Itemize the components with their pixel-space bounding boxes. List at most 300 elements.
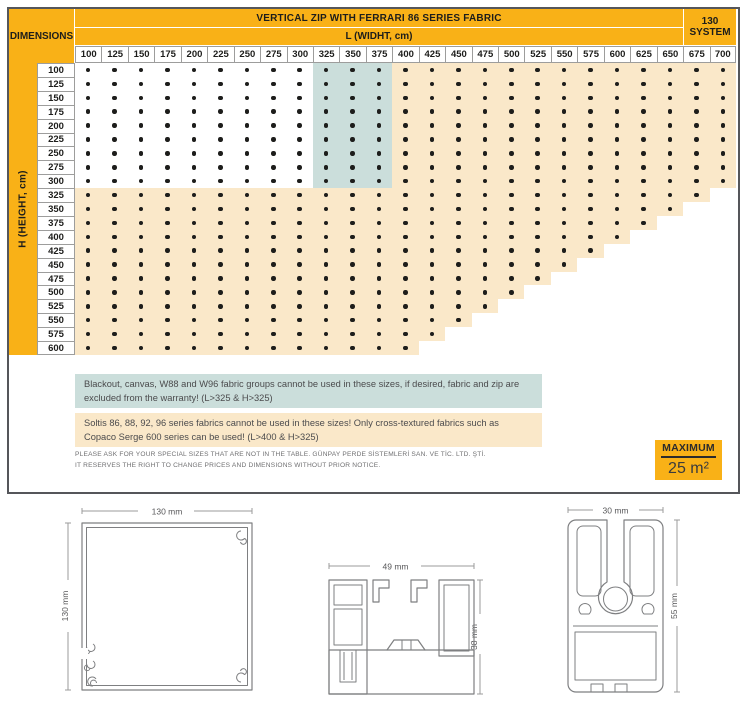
size-dot <box>297 165 302 170</box>
size-dot <box>403 96 408 101</box>
orange-region-row <box>75 272 551 286</box>
size-dot <box>377 137 382 142</box>
dimensions-label: DIMENSIONS <box>9 30 74 42</box>
size-dot <box>112 262 117 267</box>
size-dot <box>509 68 514 73</box>
note-orange <box>75 413 542 447</box>
col-header-cell: 125 <box>101 46 127 63</box>
size-dot <box>350 151 355 156</box>
size-dot <box>588 221 593 226</box>
size-dot <box>615 137 620 142</box>
size-dot <box>430 276 435 281</box>
fine-print <box>75 450 486 471</box>
size-dot <box>456 123 461 128</box>
size-dot <box>139 304 144 309</box>
size-dot <box>483 109 488 114</box>
size-dot <box>350 235 355 240</box>
size-dot <box>218 165 223 170</box>
size-dot <box>615 165 620 170</box>
size-dot <box>562 151 567 156</box>
size-dot <box>456 82 461 87</box>
fine-print-line2: IT RESERVES THE RIGHT TO CHANGE PRICES AND DIMENSIONS WITHOUT PRIOR NOTICE. <box>75 461 381 469</box>
note-orange-text: Soltis 86, 88, 92, 96 series fabrics cannot be used in these sizes! Only cross-textured fabrics such as Copaco Serge 600 series can be used! (L>400 & H>325) <box>84 418 499 442</box>
size-dot <box>509 290 514 295</box>
col-header-cell: 650 <box>657 46 683 63</box>
size-dot <box>456 151 461 156</box>
side-rail-profile-drawing <box>555 498 695 704</box>
size-dot <box>509 262 514 267</box>
col-header-cell: 200 <box>181 46 207 63</box>
size-dot <box>483 165 488 170</box>
col-header-cell: 150 <box>128 46 154 63</box>
size-dot <box>112 207 117 212</box>
orange-region-row <box>75 327 445 341</box>
size-dot <box>641 109 646 114</box>
size-dot <box>297 82 302 87</box>
row-header-cell: 600 <box>37 341 75 355</box>
size-dot <box>588 82 593 87</box>
size-dot <box>562 137 567 142</box>
size-dot <box>165 96 170 101</box>
size-dot <box>456 137 461 142</box>
row-header-cell: 400 <box>37 230 75 244</box>
size-dot <box>86 109 91 114</box>
size-dot <box>456 96 461 101</box>
size-dot <box>535 96 540 101</box>
size-dot <box>377 304 382 309</box>
maximum-badge <box>655 440 722 480</box>
size-dot <box>456 235 461 240</box>
col-header-cell: 700 <box>710 46 736 63</box>
size-dot <box>192 179 197 184</box>
col-header-cell: 350 <box>339 46 365 63</box>
size-dot <box>245 137 250 142</box>
size-dot <box>271 304 276 309</box>
row-header-cell: 225 <box>37 133 75 147</box>
size-dot <box>192 123 197 128</box>
side-rail-height-label: 55 mm <box>669 593 679 619</box>
size-dot <box>509 193 514 198</box>
col-header-cell: 400 <box>392 46 418 63</box>
size-dot <box>483 248 488 253</box>
row-header-cell: 375 <box>37 216 75 230</box>
size-dot <box>139 137 144 142</box>
col-header-cell: 525 <box>524 46 550 63</box>
size-dot <box>694 109 699 114</box>
size-dot <box>483 123 488 128</box>
size-dot <box>297 137 302 142</box>
size-dot <box>297 235 302 240</box>
size-dot <box>271 193 276 198</box>
size-dot <box>403 262 408 267</box>
size-dot <box>192 109 197 114</box>
size-dot <box>271 137 276 142</box>
size-dot <box>297 96 302 101</box>
row-header-cell: 350 <box>37 202 75 216</box>
size-dot <box>535 165 540 170</box>
size-dot <box>668 137 673 142</box>
size-dot <box>456 262 461 267</box>
size-dot <box>509 151 514 156</box>
size-dot <box>192 248 197 253</box>
size-dot <box>112 304 117 309</box>
size-dot <box>165 82 170 87</box>
size-dot <box>668 123 673 128</box>
size-dot <box>271 207 276 212</box>
size-dot <box>165 262 170 267</box>
size-dot <box>297 304 302 309</box>
size-dot <box>430 262 435 267</box>
size-dot <box>641 68 646 73</box>
size-dot <box>456 68 461 73</box>
col-header-cell: 575 <box>577 46 603 63</box>
size-dot <box>165 151 170 156</box>
row-header-cell: 450 <box>37 258 75 272</box>
size-dot <box>509 109 514 114</box>
row-header-cell: 575 <box>37 327 75 341</box>
size-dot <box>721 137 726 142</box>
size-dot <box>218 207 223 212</box>
side-rail-width-label: 30 mm <box>602 505 629 516</box>
size-dot <box>588 123 593 128</box>
headbox-height-label: 130 mm <box>60 590 70 622</box>
size-dot <box>694 68 699 73</box>
size-dot <box>403 276 408 281</box>
size-dot <box>218 304 223 309</box>
size-dot <box>297 290 302 295</box>
size-dot <box>535 221 540 226</box>
row-header-cell: 300 <box>37 174 75 188</box>
size-dot <box>403 207 408 212</box>
size-dot <box>350 221 355 226</box>
size-dot <box>483 262 488 267</box>
size-dot <box>165 221 170 226</box>
size-dot <box>324 151 329 156</box>
size-dot <box>350 276 355 281</box>
bottom-bar-width-label: 49 mm <box>382 561 409 572</box>
size-dot <box>403 165 408 170</box>
col-header-cell: 450 <box>445 46 471 63</box>
row-header-cell: 525 <box>37 299 75 313</box>
size-dot <box>403 235 408 240</box>
size-dot <box>535 68 540 73</box>
table-title: VERTICAL ZIP WITH FERRARI 86 SERIES FABRIC <box>256 12 502 24</box>
size-dot <box>86 151 91 156</box>
size-dot <box>139 68 144 73</box>
size-dot <box>324 165 329 170</box>
size-dot <box>271 109 276 114</box>
size-dot <box>245 179 250 184</box>
size-dot <box>535 235 540 240</box>
size-dot <box>245 96 250 101</box>
size-dot <box>271 262 276 267</box>
size-dot <box>535 137 540 142</box>
size-dot <box>245 165 250 170</box>
size-dot <box>271 68 276 73</box>
size-dot <box>641 165 646 170</box>
size-dot <box>86 179 91 184</box>
size-dot <box>112 248 117 253</box>
row-header-cell: 100 <box>37 63 75 77</box>
col-header-cell: 625 <box>630 46 656 63</box>
col-header-cell: 250 <box>234 46 260 63</box>
size-dot <box>641 221 646 226</box>
size-dot <box>245 82 250 87</box>
orange-region-row <box>75 216 657 230</box>
size-dot <box>165 123 170 128</box>
size-dot <box>218 151 223 156</box>
size-dot <box>192 96 197 101</box>
headbox-profile-drawing <box>48 498 263 698</box>
size-dot <box>245 123 250 128</box>
size-dot <box>350 68 355 73</box>
size-dot <box>271 248 276 253</box>
row-header-cell: 150 <box>37 91 75 105</box>
size-dot <box>641 123 646 128</box>
size-dot <box>403 123 408 128</box>
size-dot <box>165 304 170 309</box>
size-dot <box>668 165 673 170</box>
size-dot <box>271 165 276 170</box>
maximum-badge-label: MAXIMUM <box>661 443 716 458</box>
size-dot <box>245 262 250 267</box>
col-header-cell: 500 <box>498 46 524 63</box>
size-dot <box>377 276 382 281</box>
size-dot <box>218 96 223 101</box>
size-dot <box>694 123 699 128</box>
size-dot <box>588 235 593 240</box>
size-dot <box>271 179 276 184</box>
col-header-cell: 600 <box>604 46 630 63</box>
col-header-cell: 275 <box>260 46 286 63</box>
size-dot <box>535 82 540 87</box>
size-dot <box>350 346 355 351</box>
size-dot <box>721 151 726 156</box>
size-dot <box>139 179 144 184</box>
size-dot <box>483 151 488 156</box>
col-header-cell: 175 <box>154 46 180 63</box>
size-dot <box>165 346 170 351</box>
headbox-outline <box>80 523 252 690</box>
size-dot <box>218 290 223 295</box>
bottom-bar-height-label: 38 mm <box>469 624 479 650</box>
size-dot <box>245 290 250 295</box>
size-dot <box>271 346 276 351</box>
orange-region-row <box>75 244 604 258</box>
col-header-cell: 375 <box>366 46 392 63</box>
size-dot <box>297 179 302 184</box>
size-dot <box>509 96 514 101</box>
size-dot <box>271 235 276 240</box>
size-dot <box>403 82 408 87</box>
size-dot <box>350 207 355 212</box>
size-dot <box>218 82 223 87</box>
size-dot <box>86 304 91 309</box>
size-dot <box>535 109 540 114</box>
size-dot <box>112 151 117 156</box>
size-dot <box>641 82 646 87</box>
size-dot <box>588 68 593 73</box>
size-dot <box>615 151 620 156</box>
size-dot <box>139 109 144 114</box>
size-dot <box>377 123 382 128</box>
row-header-cell: 550 <box>37 313 75 327</box>
size-dot <box>694 151 699 156</box>
note-teal-text: Blackout, canvas, W88 and W96 fabric groups cannot be used in these sizes, if desired, fabric and zip are excluded from the warranty! (L>325 & H>325) <box>84 379 520 403</box>
size-dot <box>456 304 461 309</box>
size-dot <box>192 165 197 170</box>
size-dot <box>245 68 250 73</box>
size-dot <box>192 151 197 156</box>
size-dot <box>218 276 223 281</box>
size-dot <box>403 346 408 351</box>
size-dot <box>218 179 223 184</box>
size-dot <box>509 221 514 226</box>
size-dot <box>350 248 355 253</box>
col-header-cell: 225 <box>207 46 233 63</box>
size-dot <box>483 96 488 101</box>
size-dot <box>509 276 514 281</box>
size-dot <box>456 207 461 212</box>
size-dot <box>588 151 593 156</box>
size-dot <box>483 82 488 87</box>
size-dot <box>86 123 91 128</box>
size-dot <box>139 276 144 281</box>
size-dot <box>192 68 197 73</box>
system-label-line2: SYSTEM <box>689 27 731 38</box>
size-dot <box>245 151 250 156</box>
size-dot <box>456 165 461 170</box>
width-axis-label: L (WIDHT, cm) <box>345 31 413 42</box>
size-dot <box>165 193 170 198</box>
size-dot <box>721 165 726 170</box>
size-dot <box>139 290 144 295</box>
size-dot <box>509 179 514 184</box>
row-header-cell: 125 <box>37 77 75 91</box>
size-dot <box>588 207 593 212</box>
size-dot <box>165 165 170 170</box>
col-header-cell: 675 <box>683 46 709 63</box>
col-header-cell: 325 <box>313 46 339 63</box>
size-dot <box>641 207 646 212</box>
size-dot <box>271 96 276 101</box>
size-dot <box>430 290 435 295</box>
size-dot <box>350 262 355 267</box>
size-dot <box>350 304 355 309</box>
size-dot <box>112 137 117 142</box>
size-dot <box>297 123 302 128</box>
size-dot <box>430 151 435 156</box>
size-dot <box>192 290 197 295</box>
size-dot <box>297 151 302 156</box>
size-dot <box>668 151 673 156</box>
size-dot <box>430 304 435 309</box>
size-dot <box>377 290 382 295</box>
size-dot <box>721 82 726 87</box>
size-dot <box>456 276 461 281</box>
size-dot <box>535 262 540 267</box>
size-dot <box>218 137 223 142</box>
size-dot <box>535 276 540 281</box>
size-dot <box>218 235 223 240</box>
size-dot <box>112 235 117 240</box>
size-dot <box>245 248 250 253</box>
size-dot <box>245 109 250 114</box>
size-dot <box>218 248 223 253</box>
size-dot <box>694 82 699 87</box>
size-dot <box>297 68 302 73</box>
size-dot <box>403 304 408 309</box>
size-dot <box>641 193 646 198</box>
size-dot <box>297 276 302 281</box>
size-dot <box>245 235 250 240</box>
size-dot <box>165 137 170 142</box>
size-dot <box>430 248 435 253</box>
size-dot <box>271 332 276 337</box>
size-dot <box>509 248 514 253</box>
size-dot <box>297 109 302 114</box>
size-dot <box>86 68 91 73</box>
size-dot <box>112 82 117 87</box>
size-dot <box>483 137 488 142</box>
note-teal <box>75 374 542 408</box>
bottom-bar-profile-drawing <box>318 556 488 704</box>
size-dot <box>641 151 646 156</box>
size-dot <box>271 318 276 323</box>
size-dot <box>456 179 461 184</box>
size-dot <box>535 151 540 156</box>
size-dot <box>509 82 514 87</box>
size-dot <box>694 165 699 170</box>
size-dot <box>139 123 144 128</box>
size-dot <box>403 68 408 73</box>
size-dot <box>721 123 726 128</box>
size-dot <box>218 332 223 337</box>
size-dot <box>430 96 435 101</box>
maximum-badge-value: 25 m² <box>668 459 709 477</box>
col-header-cell: 550 <box>551 46 577 63</box>
row-header-cell: 250 <box>37 146 75 160</box>
size-dot <box>694 193 699 198</box>
size-dot <box>430 137 435 142</box>
size-dot <box>139 165 144 170</box>
size-dot <box>456 290 461 295</box>
size-dot <box>112 276 117 281</box>
system-label-line1: 130 <box>701 15 719 27</box>
size-dot <box>218 109 223 114</box>
size-dot <box>112 96 117 101</box>
size-dot <box>271 276 276 281</box>
size-dot <box>112 123 117 128</box>
size-dot <box>271 82 276 87</box>
size-dot <box>112 68 117 73</box>
size-dot <box>165 276 170 281</box>
size-dot <box>245 276 250 281</box>
size-dot <box>165 109 170 114</box>
size-dot <box>430 109 435 114</box>
size-dot <box>271 221 276 226</box>
size-dot <box>509 123 514 128</box>
size-dot <box>112 109 117 114</box>
size-dot <box>403 221 408 226</box>
size-dot <box>483 304 488 309</box>
size-dot <box>112 290 117 295</box>
size-dot <box>403 290 408 295</box>
size-dot <box>139 151 144 156</box>
size-dot <box>165 248 170 253</box>
size-dot <box>86 137 91 142</box>
size-dot <box>297 221 302 226</box>
